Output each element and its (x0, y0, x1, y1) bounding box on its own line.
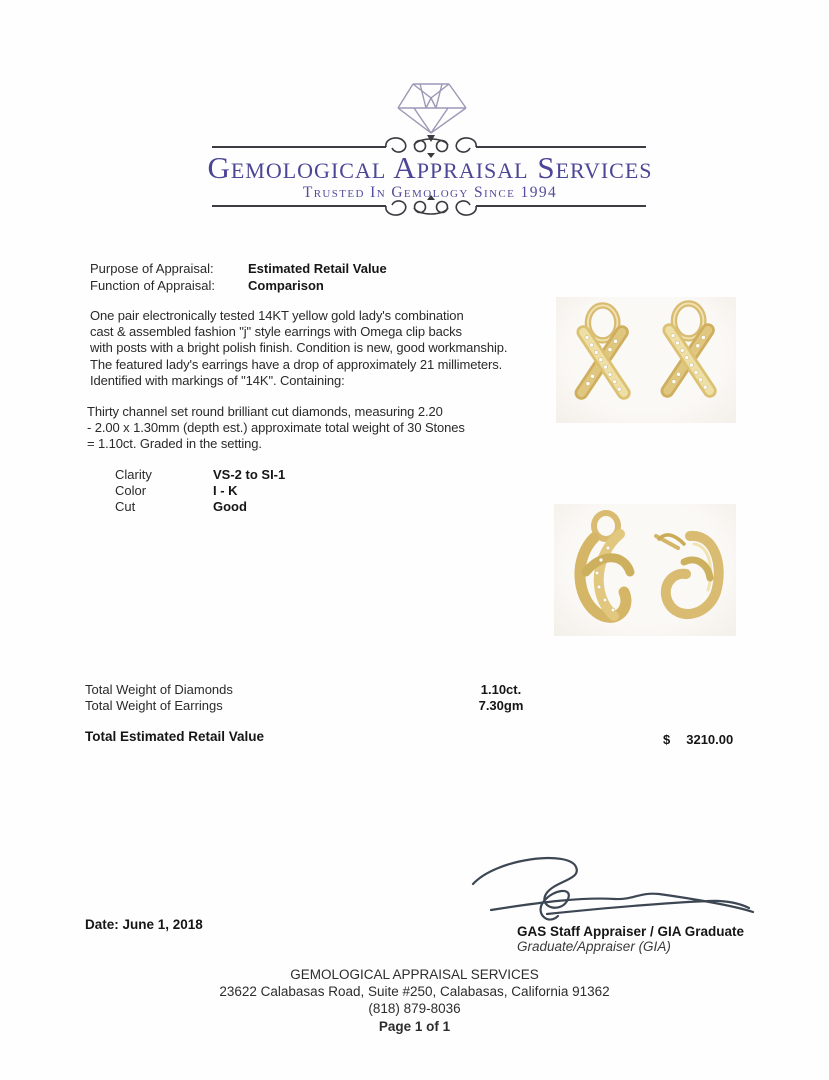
description-line: Identified with markings of "14K". Containing: (90, 372, 345, 388)
earring-front-left (581, 305, 623, 392)
diamond-description (87, 404, 465, 453)
earring-weight-label: Total Weight of Earrings (85, 697, 223, 713)
diamond-weight-value: 1.10ct. (480, 682, 522, 697)
company-title: Gemological Appraisal Services (207, 150, 653, 185)
color-label: Color (115, 483, 147, 498)
purpose-row (90, 261, 387, 278)
purpose-value: Estimated Retail Value (248, 261, 387, 276)
description-line: Thirty channel set round brilliant cut diamonds, measuring 2.20 (87, 404, 443, 419)
weights-section (85, 682, 745, 713)
description-line: - 2.00 x 1.30mm (depth est.) approximate total weight of 30 Stones (87, 420, 465, 436)
grading-table (115, 467, 285, 515)
cut-label: Cut (115, 499, 136, 514)
earring-back-left (580, 513, 630, 617)
item-description (90, 308, 507, 389)
color-value: I - K (213, 483, 238, 498)
company-tagline: Trusted In Gemology Since 1994 (302, 184, 558, 201)
footer-address: 23622 Calabasas Road, Suite #250, Calabasas, California 91362 (219, 984, 610, 999)
description-line: = 1.10ct. Graded in the setting. (87, 436, 262, 452)
function-row (90, 278, 387, 295)
earring-weight-value: 7.30gm (478, 697, 524, 713)
description-line: with posts with a bright polish finish. Condition is new, good workmanship. (90, 340, 508, 356)
earrings-back-view-photo (554, 504, 736, 636)
page-indicator: Page 1 of 1 (378, 1019, 451, 1034)
function-label: Function of Appraisal: (90, 277, 216, 293)
footer (0, 966, 829, 1035)
currency-symbol: $ (663, 732, 671, 747)
retail-value-label: Total Estimated Retail Value (85, 729, 265, 744)
handwritten-signature (455, 848, 767, 936)
function-value: Comparison (248, 277, 324, 293)
retail-value (663, 732, 733, 747)
cut-value: Good (213, 499, 247, 514)
signer-subtitle: Graduate/Appraiser (GIA) (517, 939, 671, 954)
clarity-row (115, 467, 285, 483)
description-line: The featured lady's earrings have a drop of approximately 21 millimeters. (90, 356, 503, 372)
diamond-weight-label: Total Weight of Diamonds (85, 682, 233, 697)
footer-company: GEMOLOGICAL APPRAISAL SERVICES (290, 967, 539, 982)
retail-amount: 3210.00 (686, 732, 734, 747)
description-line: cast & assembled fashion "j" style earrings with Omega clip backs (90, 324, 462, 340)
date-label: Date: June 1, 2018 (85, 917, 203, 932)
color-row (115, 483, 285, 499)
earrings-front-view-photo (556, 297, 736, 423)
diamond-weight-row (85, 682, 745, 698)
appraisal-info (90, 261, 387, 294)
clarity-label: Clarity (115, 467, 152, 482)
earring-back-right (656, 535, 719, 614)
footer-phone: (818) 879-8036 (368, 1001, 461, 1016)
description-line: One pair electronically tested 14KT yellow gold lady's combination (90, 308, 464, 323)
cut-row (115, 499, 285, 515)
earring-weight-row (85, 698, 745, 714)
earring-front-right (667, 303, 709, 390)
signer-title: GAS Staff Appraiser / GIA Graduate (517, 924, 745, 939)
clarity-value: VS-2 to SI-1 (213, 467, 286, 482)
purpose-label: Purpose of Appraisal: (90, 261, 214, 276)
